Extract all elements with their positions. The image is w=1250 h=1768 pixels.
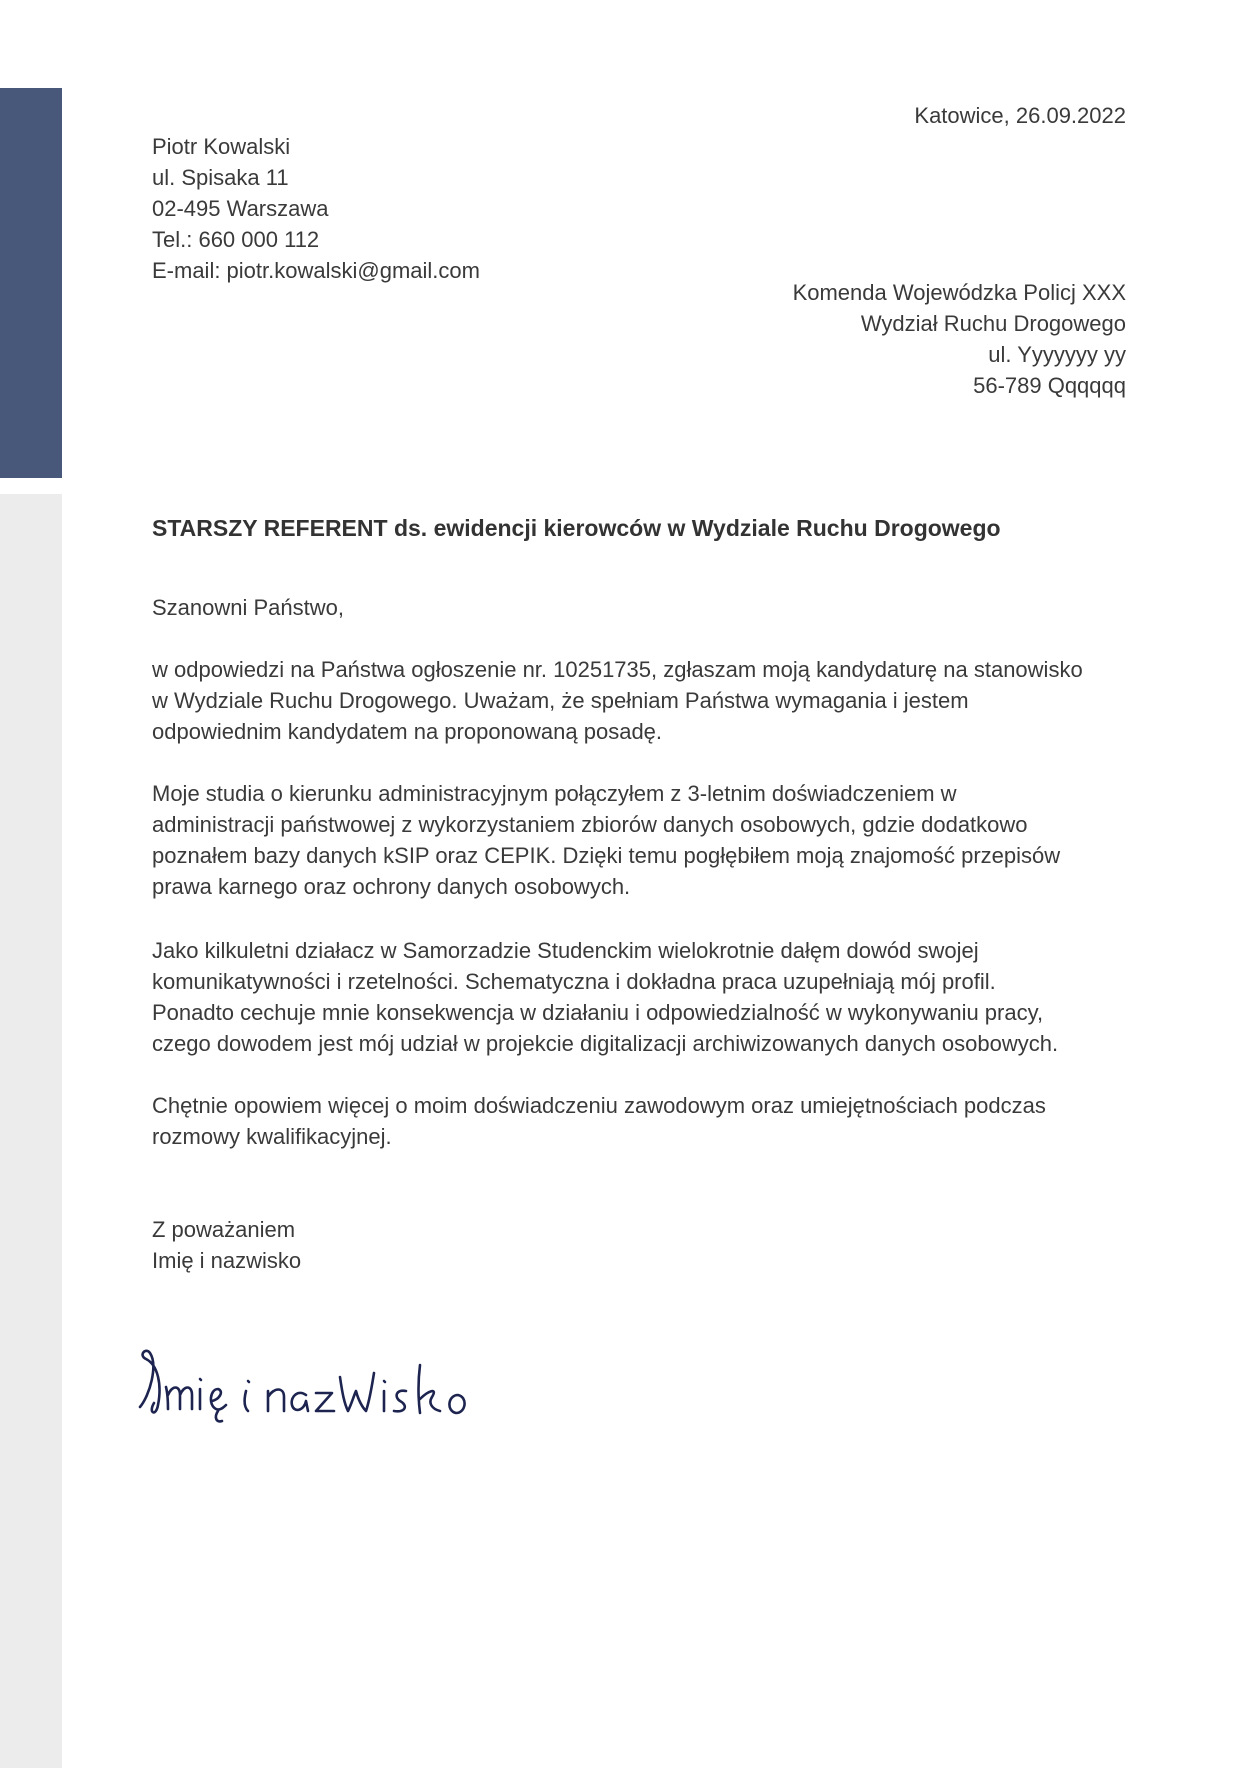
side-decoration-gap [0,478,62,494]
paragraph-line: prawa karnego oraz ochrony danych osobowych. [152,874,631,899]
salutation: Szanowni Państwo, [152,595,344,620]
closing [152,1214,1142,1276]
sender-city: 02-495 Warszawa [152,196,329,221]
sender-street: ul. Spisaka 11 [152,165,289,190]
recipient-line-4: 56-789 Qqqqqq [973,373,1126,398]
side-accent-band [0,88,62,478]
side-decoration-top-gap [0,0,62,88]
paragraph-line: Moje studia o kierunku administracyjnym połączyłem z 3-letnim doświadczeniem w [152,781,957,806]
recipient-line-2: Wydział Ruchu Drogowego [860,311,1126,336]
paragraph-1 [152,654,1142,747]
paragraph-4 [152,1090,1142,1152]
sender-address [152,131,480,286]
sender-phone: Tel.: 660 000 112 [152,227,320,252]
paragraph-line: administracji państwowej z wykorzystaniem zbiorów danych osobowych, gdzie dodatkowo [152,812,1028,837]
recipient-address [793,277,1126,401]
paragraph-line: w odpowiedzi na Państwa ogłoszenie nr. 10251735, zgłaszam moją kandydaturę na stanowisko [152,657,1083,682]
paragraph-line: Jako kilkuletni działacz w Samorzadzie Studenckim wielokrotnie dałęm dowód swojej [152,938,979,963]
paragraph-line: poznałem bazy danych kSIP oraz CEPIK. Dzięki temu pogłębiłem moją znajomość przepisów [152,843,1061,868]
sender-name: Piotr Kowalski [152,134,291,159]
sender-email: E-mail: piotr.kowalski@gmail.com [152,258,480,283]
paragraph-line: w Wydziale Ruchu Drogowego. Uważam, że spełniam Państwa wymagania i jestem [152,688,969,713]
letter-date: Katowice, 26.09.2022 [914,103,1126,128]
closing-name: Imię i nazwisko [152,1248,302,1273]
paragraph-line: Chętnie opowiem więcej o moim doświadczeniu zawodowym oraz umiejętnościach podczas [152,1093,1046,1118]
paragraph-line: odpowiednim kandydatem na proponowaną posadę. [152,719,663,744]
closing-phrase: Z poważaniem [152,1217,296,1242]
paragraph-line: komunikatywności i rzetelności. Schematyczna i dokładna praca uzupełniają mój profil. [152,969,996,994]
letter-subject: STARSZY REFERENT ds. ewidencji kierowców w Wydziale Ruchu Drogowego [152,515,1001,541]
recipient-line-3: ul. Yyyyyyy yy [988,342,1126,367]
paragraph-3 [152,935,1142,1059]
paragraph-2 [152,778,1142,902]
handwritten-signature [128,1325,498,1435]
paragraph-line: Ponadto cechuje mnie konsekwencja w działaniu i odpowiedzialność w wykonywaniu pracy, [152,1000,1044,1025]
recipient-line-1: Komenda Wojewódzka Policj XXX [792,280,1126,305]
paragraph-line: rozmowy kwalifikacyjnej. [152,1124,392,1149]
paragraph-line: czego dowodem jest mój udział w projekcie digitalizacji archiwizowanych danych osobowych. [152,1031,1059,1056]
